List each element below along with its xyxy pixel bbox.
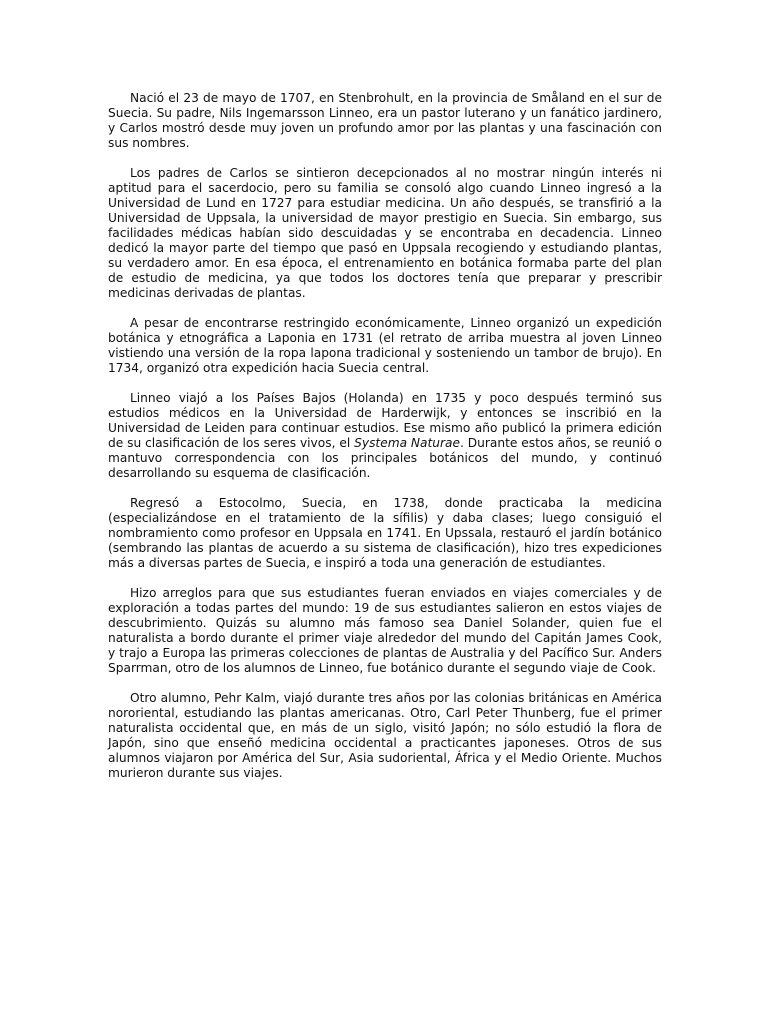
paragraph-text: Otro alumno, Pehr Kalm, viajó durante tres años por las colonias británicas en América nororiental, estudiando las plantas americanas. Otro, Carl Peter Thunberg, fue el primer naturalista occidental que, en más de un siglo, visitó Japón; no sólo estudió la flora de Japón, sino que enseñó medicina occidental a practicantes japoneses. Otros de sus alumnos viajaron por América del Sur, Asia sudoriental, África y el Medio Oriente. Muchos murieron durante sus viajes. (108, 691, 662, 780)
paragraph-text: Hizo arreglos para que sus estudiantes fueran enviados en viajes comerciales y de exploración a todas partes del mundo: 19 de sus estudiantes salieron en estos viajes de descubrimiento. Quizás su alumno más famoso sea Daniel Solander, quien fue el naturalista a bordo durante el primer viaje alrededor del mundo del Capitán James Cook, y trajo a Europa las primeras colecciones de plantas de Australia y del Pacífico Sur. Anders Sparrman, otro de los alumnos de Linneo, fue botánico durante el segundo viaje de Cook. (108, 586, 662, 675)
paragraph-other-students (108, 691, 662, 781)
paragraph-text: Regresó a Estocolmo, Suecia, en 1738, donde practicaba la medicina (especializándose en el tratamiento de la sífilis) y daba clases; luego consiguió el nombramiento como profesor en Uppsala en 1741. En Upssala, restauró el jardín botánico (sembrando las plantas de acuerdo a su sistema de clasificación), hizo tres expediciones más a diversas partes de Suecia, e inspiró a toda una generación de estudiantes. (108, 496, 662, 570)
paragraph-text: Nació el 23 de mayo de 1707, en Stenbrohult, en la provincia de Småland en el sur de Suecia. Su padre, Nils Ingemarsson Linneo, era un pastor luterano y un fanático jardinero, y Carlos mostró desde muy joven un profundo amor por las plantas y una fascinación con sus nombres. (108, 91, 662, 150)
paragraph-netherlands (108, 391, 662, 481)
book-title-italic: Systema Naturae (354, 436, 461, 450)
paragraph-laponia-expedition (108, 316, 662, 376)
paragraph-text: Linneo viajó a los Países Bajos (Holanda) en 1735 y poco después terminó sus estudios médicos en la Universidad de Harderwijk, y entonces se inscribió en la Universidad de Leiden para continuar estudios. Ese mismo año publicó la primera edición de su clasificación de los seres vivos, el (108, 391, 662, 450)
paragraph-education (108, 166, 662, 301)
paragraph-text: Los padres de Carlos se sintieron decepcionados al no mostrar ningún interés ni aptitud para el sacerdocio, pero su familia se consoló algo cuando Linneo ingresó a la Universidad de Lund en 1727 para estudiar medicina. Un año después, se transfirió a la Universidad de Uppsala, la universidad de mayor prestigio en Suecia. Sin embargo, sus facilidades médicas habían sido descuidadas y se encontraba en decadencia. Linneo dedicó la mayor parte del tiempo que pasó en Uppsala recogiendo y estudiando plantas, su verdadero amor. En esa época, el entrenamiento en botánica formaba parte del plan de estudio de medicina, ya que todos los doctores tenía que preparar y prescribir medicinas derivadas de plantas. (108, 166, 662, 300)
paragraph-students-voyages (108, 586, 662, 676)
document-page (108, 91, 662, 796)
paragraph-text: A pesar de encontrarse restringido económicamente, Linneo organizó un expedición botánica y etnográfica a Laponia en 1731 (el retrato de arriba muestra al joven Linneo vistiendo una versión de la ropa lapona tradicional y sosteniendo un tambor de brujo). En 1734, organizó otra expedición hacia Suecia central. (108, 316, 662, 375)
paragraph-stockholm (108, 496, 662, 571)
paragraph-birth (108, 91, 662, 151)
paragraph-text-continued: . Durante estos años, se reunió o mantuvo correspondencia con los principales botánicos del mundo, y continuó desarrollando su esquema de clasificación. (108, 436, 662, 480)
